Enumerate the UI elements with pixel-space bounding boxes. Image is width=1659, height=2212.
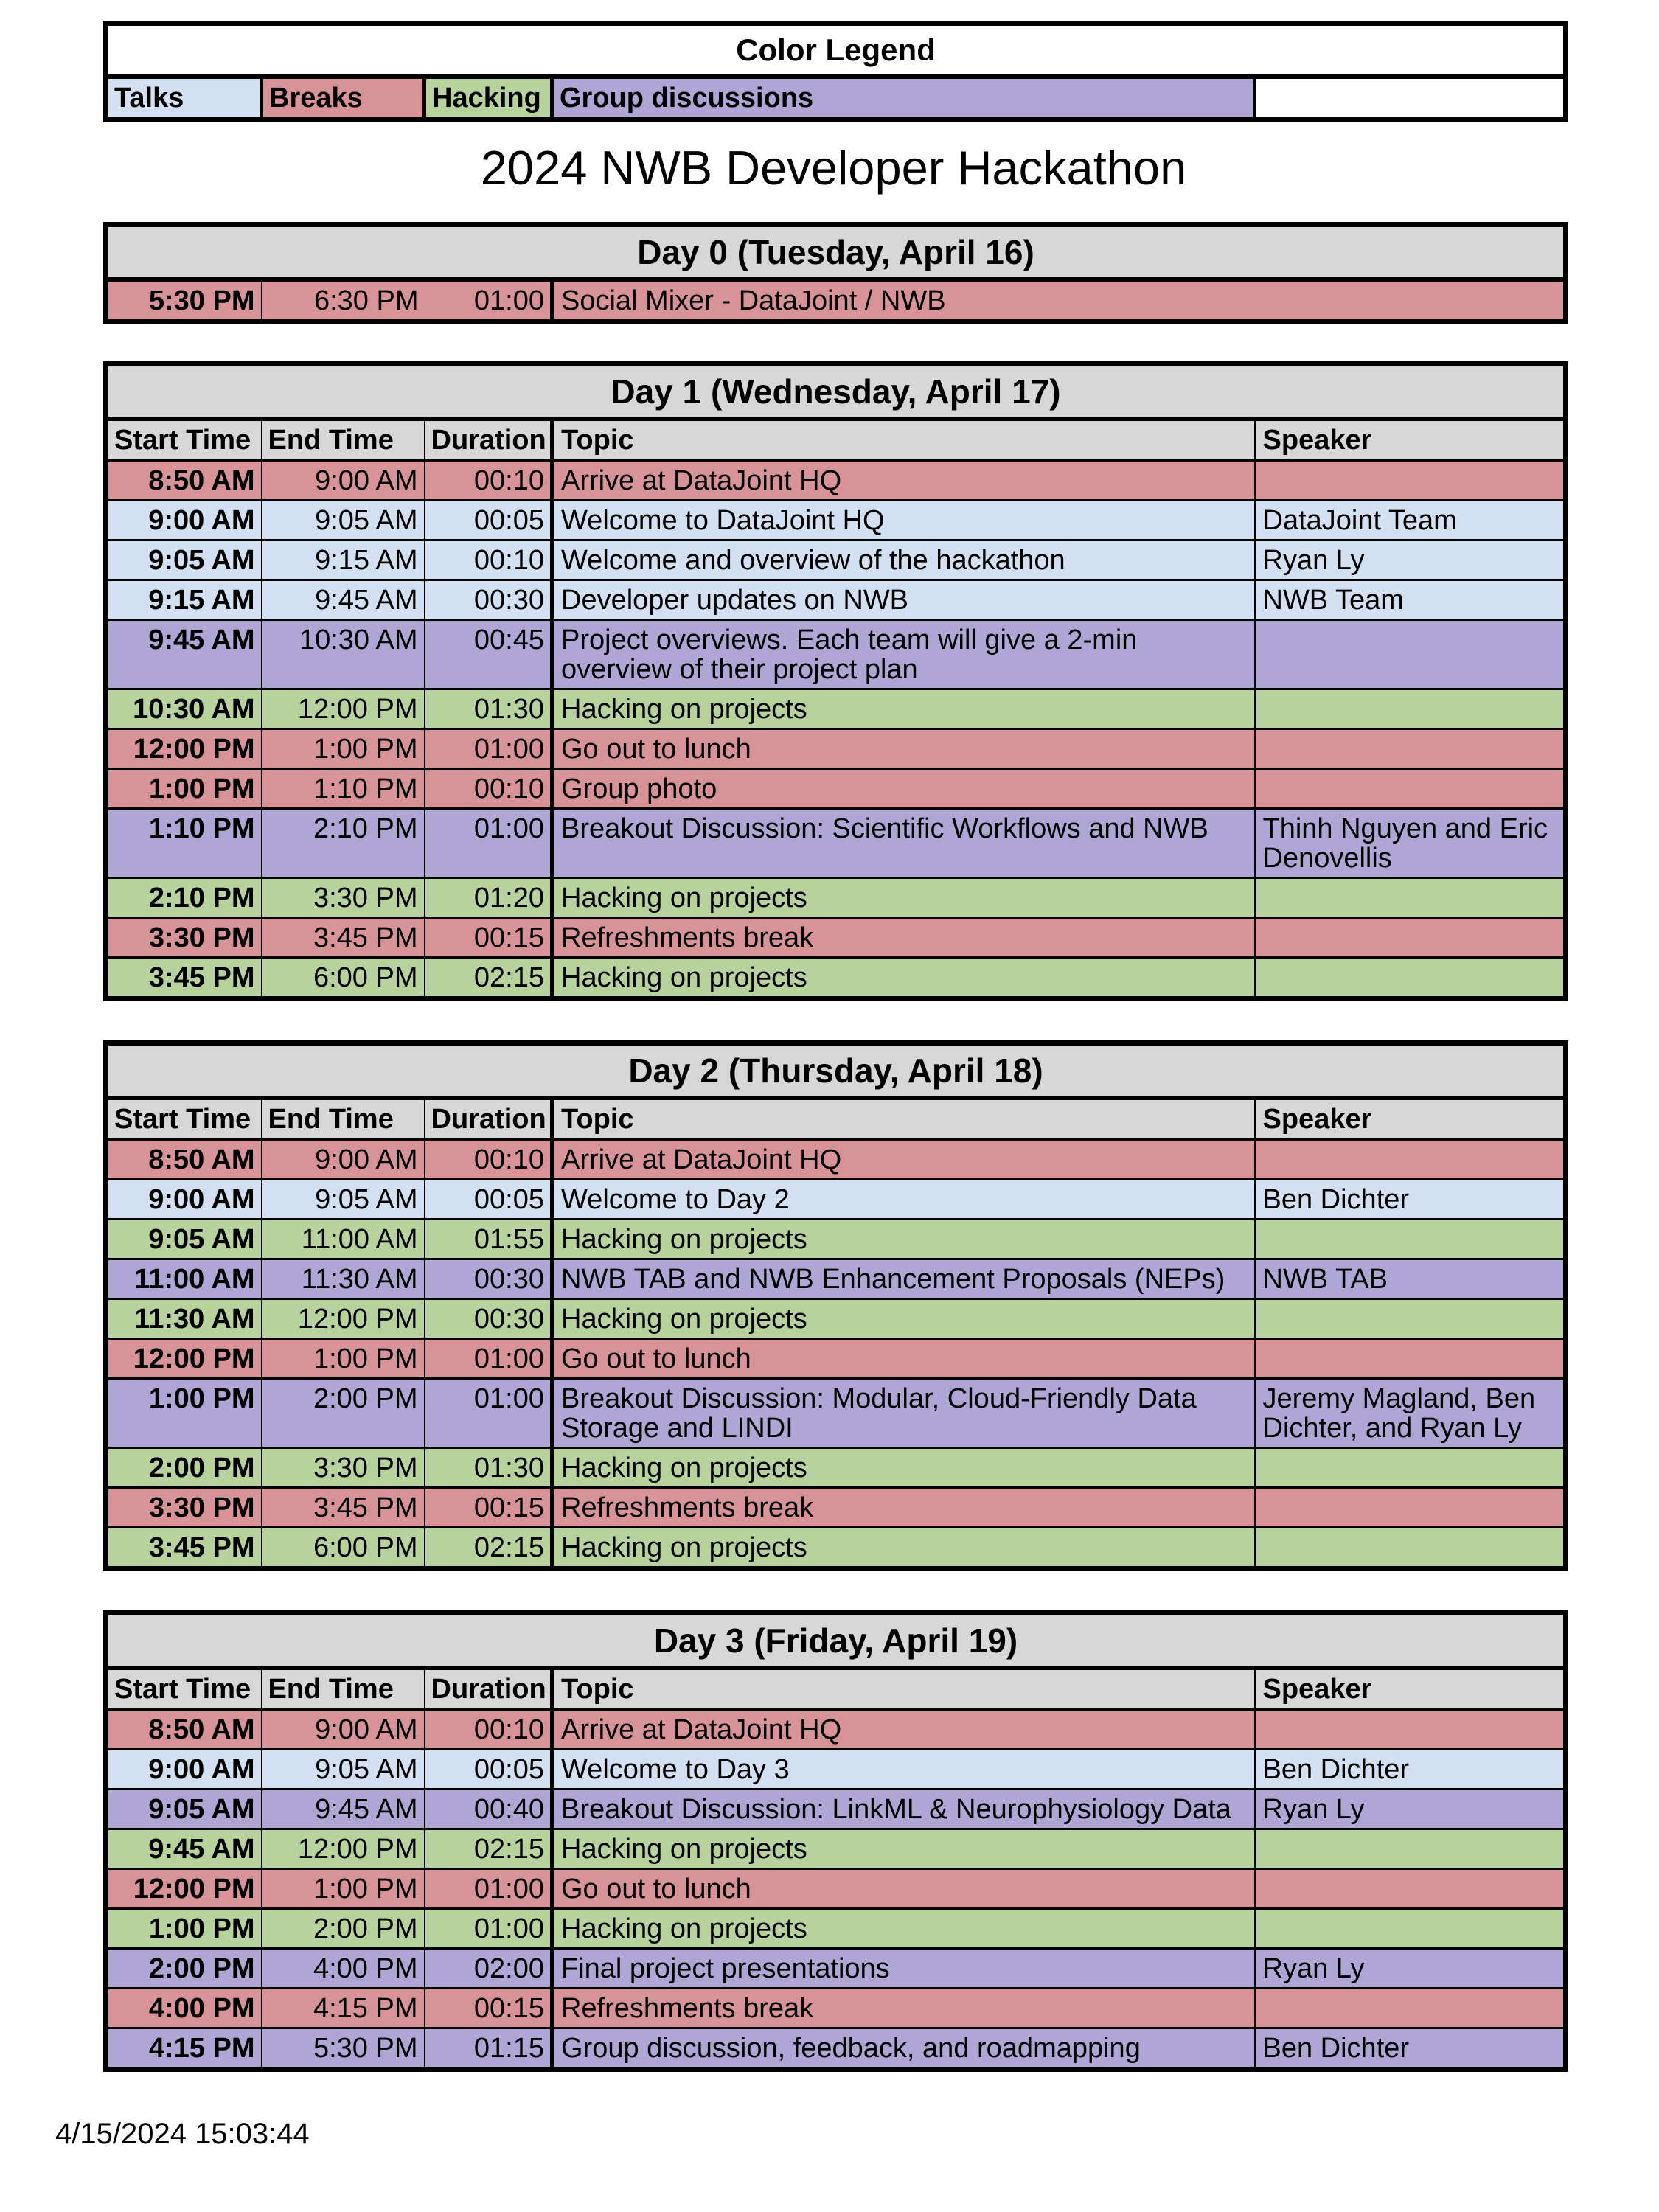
speaker-cell: Ryan Ly bbox=[1255, 540, 1566, 580]
duration-cell: 00:30 bbox=[425, 580, 552, 620]
duration-cell: 00:15 bbox=[425, 1989, 552, 2028]
speaker-cell bbox=[1255, 878, 1566, 918]
schedule-row bbox=[106, 1909, 1566, 1949]
legend-title: Color Legend bbox=[106, 24, 1566, 77]
topic-cell: Group photo bbox=[552, 769, 1255, 809]
legend-items-row bbox=[106, 77, 1566, 120]
day3-title-row bbox=[106, 1613, 1566, 1669]
duration-cell: 00:45 bbox=[425, 620, 552, 689]
speaker-cell: Ryan Ly bbox=[1255, 1949, 1566, 1989]
end-time-cell: 6:30 PM bbox=[262, 279, 425, 322]
day0-title: Day 0 (Tuesday, April 16) bbox=[106, 225, 1566, 280]
schedule-row bbox=[106, 1448, 1566, 1488]
day1-table bbox=[103, 361, 1568, 1001]
end-time-cell: 2:00 PM bbox=[262, 1379, 425, 1448]
color-legend-table bbox=[103, 21, 1568, 122]
topic-cell: Go out to lunch bbox=[552, 729, 1255, 769]
start-time-cell: 10:30 AM bbox=[106, 689, 262, 729]
col-header-speaker: Speaker bbox=[1255, 1668, 1566, 1710]
schedule-row bbox=[106, 1528, 1566, 1569]
col-header-duration: Duration bbox=[425, 1098, 552, 1140]
speaker-cell bbox=[1255, 461, 1566, 501]
topic-cell: Arrive at DataJoint HQ bbox=[552, 461, 1255, 501]
col-header-topic: Topic bbox=[552, 1098, 1255, 1140]
speaker-cell bbox=[1255, 1710, 1566, 1750]
topic-cell: Hacking on projects bbox=[552, 689, 1255, 729]
start-time-cell: 3:45 PM bbox=[106, 958, 262, 999]
start-time-cell: 9:05 AM bbox=[106, 1220, 262, 1259]
schedule-row bbox=[106, 1790, 1566, 1829]
start-time-cell: 12:00 PM bbox=[106, 1869, 262, 1909]
day1-title-row bbox=[106, 364, 1566, 420]
end-time-cell: 12:00 PM bbox=[262, 689, 425, 729]
end-time-cell: 10:30 AM bbox=[262, 620, 425, 689]
day3-table bbox=[103, 1610, 1568, 2072]
speaker-cell: NWB Team bbox=[1255, 580, 1566, 620]
duration-cell: 00:15 bbox=[425, 918, 552, 958]
col-header-end-time: End Time bbox=[262, 1668, 425, 1710]
schedule-row bbox=[106, 1949, 1566, 1989]
topic-cell: NWB TAB and NWB Enhancement Proposals (NEPs) bbox=[552, 1259, 1255, 1299]
speaker-cell bbox=[1255, 689, 1566, 729]
start-time-cell: 2:10 PM bbox=[106, 878, 262, 918]
duration-cell: 01:00 bbox=[425, 1379, 552, 1448]
schedule-row bbox=[106, 501, 1566, 540]
duration-cell: 00:40 bbox=[425, 1790, 552, 1829]
topic-cell: Welcome to Day 3 bbox=[552, 1750, 1255, 1790]
speaker-cell bbox=[1255, 1339, 1566, 1379]
start-time-cell: 11:30 AM bbox=[106, 1299, 262, 1339]
legend-item-hacking: Hacking bbox=[425, 77, 552, 120]
schedule-row bbox=[106, 878, 1566, 918]
start-time-cell: 11:00 AM bbox=[106, 1259, 262, 1299]
schedule-row bbox=[106, 769, 1566, 809]
speaker-cell bbox=[1255, 1528, 1566, 1569]
speaker-cell bbox=[1255, 1829, 1566, 1869]
end-time-cell: 9:00 AM bbox=[262, 461, 425, 501]
end-time-cell: 1:10 PM bbox=[262, 769, 425, 809]
duration-cell: 01:20 bbox=[425, 878, 552, 918]
start-time-cell: 5:30 PM bbox=[106, 279, 262, 322]
schedule-row bbox=[106, 1140, 1566, 1180]
end-time-cell: 3:45 PM bbox=[262, 1488, 425, 1528]
speaker-cell bbox=[1255, 1299, 1566, 1339]
topic-cell: Refreshments break bbox=[552, 1488, 1255, 1528]
col-header-end-time: End Time bbox=[262, 419, 425, 461]
schedule-row bbox=[106, 1299, 1566, 1339]
duration-cell: 00:10 bbox=[425, 769, 552, 809]
start-time-cell: 8:50 AM bbox=[106, 1140, 262, 1180]
duration-cell: 00:10 bbox=[425, 1710, 552, 1750]
speaker-cell bbox=[1255, 958, 1566, 999]
speaker-cell bbox=[1255, 1909, 1566, 1949]
col-header-topic: Topic bbox=[552, 1668, 1255, 1710]
duration-cell: 01:15 bbox=[425, 2028, 552, 2070]
col-header-start-time: Start Time bbox=[106, 419, 262, 461]
start-time-cell: 9:15 AM bbox=[106, 580, 262, 620]
day2-title-row bbox=[106, 1043, 1566, 1099]
end-time-cell: 1:00 PM bbox=[262, 729, 425, 769]
schedule-row bbox=[106, 1829, 1566, 1869]
end-time-cell: 9:05 AM bbox=[262, 1180, 425, 1220]
duration-cell: 01:30 bbox=[425, 689, 552, 729]
end-time-cell: 9:00 AM bbox=[262, 1140, 425, 1180]
end-time-cell: 6:00 PM bbox=[262, 1528, 425, 1569]
schedule-row bbox=[106, 1869, 1566, 1909]
duration-cell: 00:05 bbox=[425, 1750, 552, 1790]
schedule-row bbox=[106, 958, 1566, 999]
topic-cell: Hacking on projects bbox=[552, 958, 1255, 999]
col-header-duration: Duration bbox=[425, 419, 552, 461]
duration-cell: 00:10 bbox=[425, 1140, 552, 1180]
end-time-cell: 12:00 PM bbox=[262, 1829, 425, 1869]
end-time-cell: 3:45 PM bbox=[262, 918, 425, 958]
topic-cell: Group discussion, feedback, and roadmapping bbox=[552, 2028, 1255, 2070]
schedule-row bbox=[106, 1379, 1566, 1448]
duration-cell: 00:30 bbox=[425, 1259, 552, 1299]
print-timestamp: 4/15/2024 15:03:44 bbox=[55, 2118, 310, 2150]
speaker-cell: Ryan Ly bbox=[1255, 1790, 1566, 1829]
start-time-cell: 4:00 PM bbox=[106, 1989, 262, 2028]
day0-title-row bbox=[106, 225, 1566, 280]
topic-cell: Arrive at DataJoint HQ bbox=[552, 1140, 1255, 1180]
duration-cell: 00:05 bbox=[425, 1180, 552, 1220]
topic-cell: Hacking on projects bbox=[552, 1528, 1255, 1569]
start-time-cell: 3:45 PM bbox=[106, 1528, 262, 1569]
duration-cell: 00:30 bbox=[425, 1299, 552, 1339]
end-time-cell: 3:30 PM bbox=[262, 1448, 425, 1488]
topic-cell: Hacking on projects bbox=[552, 878, 1255, 918]
col-header-topic: Topic bbox=[552, 419, 1255, 461]
duration-cell: 01:55 bbox=[425, 1220, 552, 1259]
end-time-cell: 3:30 PM bbox=[262, 878, 425, 918]
duration-cell: 02:15 bbox=[425, 958, 552, 999]
start-time-cell: 1:10 PM bbox=[106, 809, 262, 878]
start-time-cell: 12:00 PM bbox=[106, 729, 262, 769]
topic-cell: Hacking on projects bbox=[552, 1909, 1255, 1949]
speaker-cell bbox=[1255, 1448, 1566, 1488]
end-time-cell: 9:05 AM bbox=[262, 501, 425, 540]
schedule-row bbox=[106, 729, 1566, 769]
start-time-cell: 9:00 AM bbox=[106, 1180, 262, 1220]
page-title: 2024 NWB Developer Hackathon bbox=[480, 141, 1187, 195]
schedule-row bbox=[106, 689, 1566, 729]
end-time-cell: 9:45 AM bbox=[262, 1790, 425, 1829]
topic-cell: Project overviews. Each team will give a 2-min overview of their project plan bbox=[552, 620, 1255, 689]
topic-cell: Hacking on projects bbox=[552, 1829, 1255, 1869]
start-time-cell: 1:00 PM bbox=[106, 1379, 262, 1448]
topic-cell: Welcome and overview of the hackathon bbox=[552, 540, 1255, 580]
legend-item-blank bbox=[1255, 77, 1566, 120]
speaker-cell bbox=[1255, 1488, 1566, 1528]
duration-cell: 01:00 bbox=[425, 279, 552, 322]
start-time-cell: 8:50 AM bbox=[106, 1710, 262, 1750]
end-time-cell: 9:00 AM bbox=[262, 1710, 425, 1750]
schedule-row bbox=[106, 461, 1566, 501]
end-time-cell: 5:30 PM bbox=[262, 2028, 425, 2070]
day2-table bbox=[103, 1040, 1568, 1571]
col-header-end-time: End Time bbox=[262, 1098, 425, 1140]
col-header-start-time: Start Time bbox=[106, 1668, 262, 1710]
duration-cell: 00:15 bbox=[425, 1488, 552, 1528]
end-time-cell: 11:00 AM bbox=[262, 1220, 425, 1259]
topic-cell: Developer updates on NWB bbox=[552, 580, 1255, 620]
duration-cell: 00:10 bbox=[425, 461, 552, 501]
duration-cell: 00:10 bbox=[425, 540, 552, 580]
col-header-start-time: Start Time bbox=[106, 1098, 262, 1140]
topic-cell: Refreshments break bbox=[552, 1989, 1255, 2028]
duration-cell: 01:00 bbox=[425, 729, 552, 769]
topic-cell: Breakout Discussion: Scientific Workflows and NWB bbox=[552, 809, 1255, 878]
topic-cell: Social Mixer - DataJoint / NWB bbox=[552, 279, 1566, 322]
topic-cell: Welcome to DataJoint HQ bbox=[552, 501, 1255, 540]
speaker-cell: Ben Dichter bbox=[1255, 1750, 1566, 1790]
topic-cell: Hacking on projects bbox=[552, 1220, 1255, 1259]
topic-cell: Breakout Discussion: Modular, Cloud-Friendly Data Storage and LINDI bbox=[552, 1379, 1255, 1448]
schedule-row bbox=[106, 918, 1566, 958]
duration-cell: 01:00 bbox=[425, 1339, 552, 1379]
end-time-cell: 6:00 PM bbox=[262, 958, 425, 999]
topic-cell: Welcome to Day 2 bbox=[552, 1180, 1255, 1220]
day1-header-row bbox=[106, 419, 1566, 461]
speaker-cell bbox=[1255, 1989, 1566, 2028]
topic-cell: Breakout Discussion: LinkML & Neurophysiology Data bbox=[552, 1790, 1255, 1829]
topic-cell: Hacking on projects bbox=[552, 1448, 1255, 1488]
day2-header-row bbox=[106, 1098, 1566, 1140]
schedule-row bbox=[106, 1259, 1566, 1299]
legend-item-talks: Talks bbox=[106, 77, 262, 120]
start-time-cell: 9:05 AM bbox=[106, 540, 262, 580]
end-time-cell: 12:00 PM bbox=[262, 1299, 425, 1339]
topic-cell: Refreshments break bbox=[552, 918, 1255, 958]
speaker-cell: Thinh Nguyen and Eric Denovellis bbox=[1255, 809, 1566, 878]
end-time-cell: 1:00 PM bbox=[262, 1869, 425, 1909]
start-time-cell: 2:00 PM bbox=[106, 1949, 262, 1989]
schedule-row bbox=[106, 1750, 1566, 1790]
start-time-cell: 9:00 AM bbox=[106, 1750, 262, 1790]
col-header-speaker: Speaker bbox=[1255, 1098, 1566, 1140]
legend-item-breaks: Breaks bbox=[262, 77, 425, 120]
schedule-row bbox=[106, 540, 1566, 580]
duration-cell: 01:00 bbox=[425, 1909, 552, 1949]
start-time-cell: 9:45 AM bbox=[106, 620, 262, 689]
col-header-duration: Duration bbox=[425, 1668, 552, 1710]
end-time-cell: 9:05 AM bbox=[262, 1750, 425, 1790]
start-time-cell: 4:15 PM bbox=[106, 2028, 262, 2070]
end-time-cell: 4:00 PM bbox=[262, 1949, 425, 1989]
speaker-cell: Jeremy Magland, Ben Dichter, and Ryan Ly bbox=[1255, 1379, 1566, 1448]
start-time-cell: 3:30 PM bbox=[106, 918, 262, 958]
duration-cell: 02:15 bbox=[425, 1829, 552, 1869]
day1-title: Day 1 (Wednesday, April 17) bbox=[106, 364, 1566, 420]
legend-title-row bbox=[106, 24, 1566, 77]
speaker-cell bbox=[1255, 729, 1566, 769]
topic-cell: Arrive at DataJoint HQ bbox=[552, 1710, 1255, 1750]
topic-cell: Go out to lunch bbox=[552, 1339, 1255, 1379]
schedule-row bbox=[106, 1220, 1566, 1259]
duration-cell: 01:00 bbox=[425, 809, 552, 878]
topic-cell: Go out to lunch bbox=[552, 1869, 1255, 1909]
speaker-cell: NWB TAB bbox=[1255, 1259, 1566, 1299]
topic-cell: Final project presentations bbox=[552, 1949, 1255, 1989]
end-time-cell: 2:10 PM bbox=[262, 809, 425, 878]
start-time-cell: 3:30 PM bbox=[106, 1488, 262, 1528]
start-time-cell: 1:00 PM bbox=[106, 769, 262, 809]
day0-table bbox=[103, 222, 1568, 324]
start-time-cell: 9:45 AM bbox=[106, 1829, 262, 1869]
speaker-cell: Ben Dichter bbox=[1255, 2028, 1566, 2070]
start-time-cell: 9:00 AM bbox=[106, 501, 262, 540]
col-header-speaker: Speaker bbox=[1255, 419, 1566, 461]
duration-cell: 02:00 bbox=[425, 1949, 552, 1989]
duration-cell: 02:15 bbox=[425, 1528, 552, 1569]
start-time-cell: 8:50 AM bbox=[106, 461, 262, 501]
day3-header-row bbox=[106, 1668, 1566, 1710]
schedule-row bbox=[106, 1488, 1566, 1528]
start-time-cell: 12:00 PM bbox=[106, 1339, 262, 1379]
schedule-row bbox=[106, 2028, 1566, 2070]
speaker-cell bbox=[1255, 1220, 1566, 1259]
schedule-row bbox=[106, 279, 1566, 322]
schedule-row bbox=[106, 809, 1566, 878]
duration-cell: 01:00 bbox=[425, 1869, 552, 1909]
end-time-cell: 1:00 PM bbox=[262, 1339, 425, 1379]
end-time-cell: 9:45 AM bbox=[262, 580, 425, 620]
speaker-cell bbox=[1255, 769, 1566, 809]
start-time-cell: 9:05 AM bbox=[106, 1790, 262, 1829]
legend-item-group: Group discussions bbox=[552, 77, 1255, 120]
end-time-cell: 4:15 PM bbox=[262, 1989, 425, 2028]
topic-cell: Hacking on projects bbox=[552, 1299, 1255, 1339]
schedule-row bbox=[106, 1339, 1566, 1379]
schedule-row bbox=[106, 1989, 1566, 2028]
end-time-cell: 11:30 AM bbox=[262, 1259, 425, 1299]
speaker-cell: Ben Dichter bbox=[1255, 1180, 1566, 1220]
end-time-cell: 2:00 PM bbox=[262, 1909, 425, 1949]
start-time-cell: 1:00 PM bbox=[106, 1909, 262, 1949]
speaker-cell: DataJoint Team bbox=[1255, 501, 1566, 540]
duration-cell: 01:30 bbox=[425, 1448, 552, 1488]
speaker-cell bbox=[1255, 918, 1566, 958]
speaker-cell bbox=[1255, 1869, 1566, 1909]
schedule-row bbox=[106, 1180, 1566, 1220]
schedule-row bbox=[106, 620, 1566, 689]
schedule-row bbox=[106, 1710, 1566, 1750]
day3-title: Day 3 (Friday, April 19) bbox=[106, 1613, 1566, 1669]
sheet-content bbox=[55, 0, 1564, 2151]
day2-title: Day 2 (Thursday, April 18) bbox=[106, 1043, 1566, 1099]
speaker-cell bbox=[1255, 620, 1566, 689]
duration-cell: 00:05 bbox=[425, 501, 552, 540]
schedule-row bbox=[106, 580, 1566, 620]
speaker-cell bbox=[1255, 1140, 1566, 1180]
start-time-cell: 2:00 PM bbox=[106, 1448, 262, 1488]
end-time-cell: 9:15 AM bbox=[262, 540, 425, 580]
